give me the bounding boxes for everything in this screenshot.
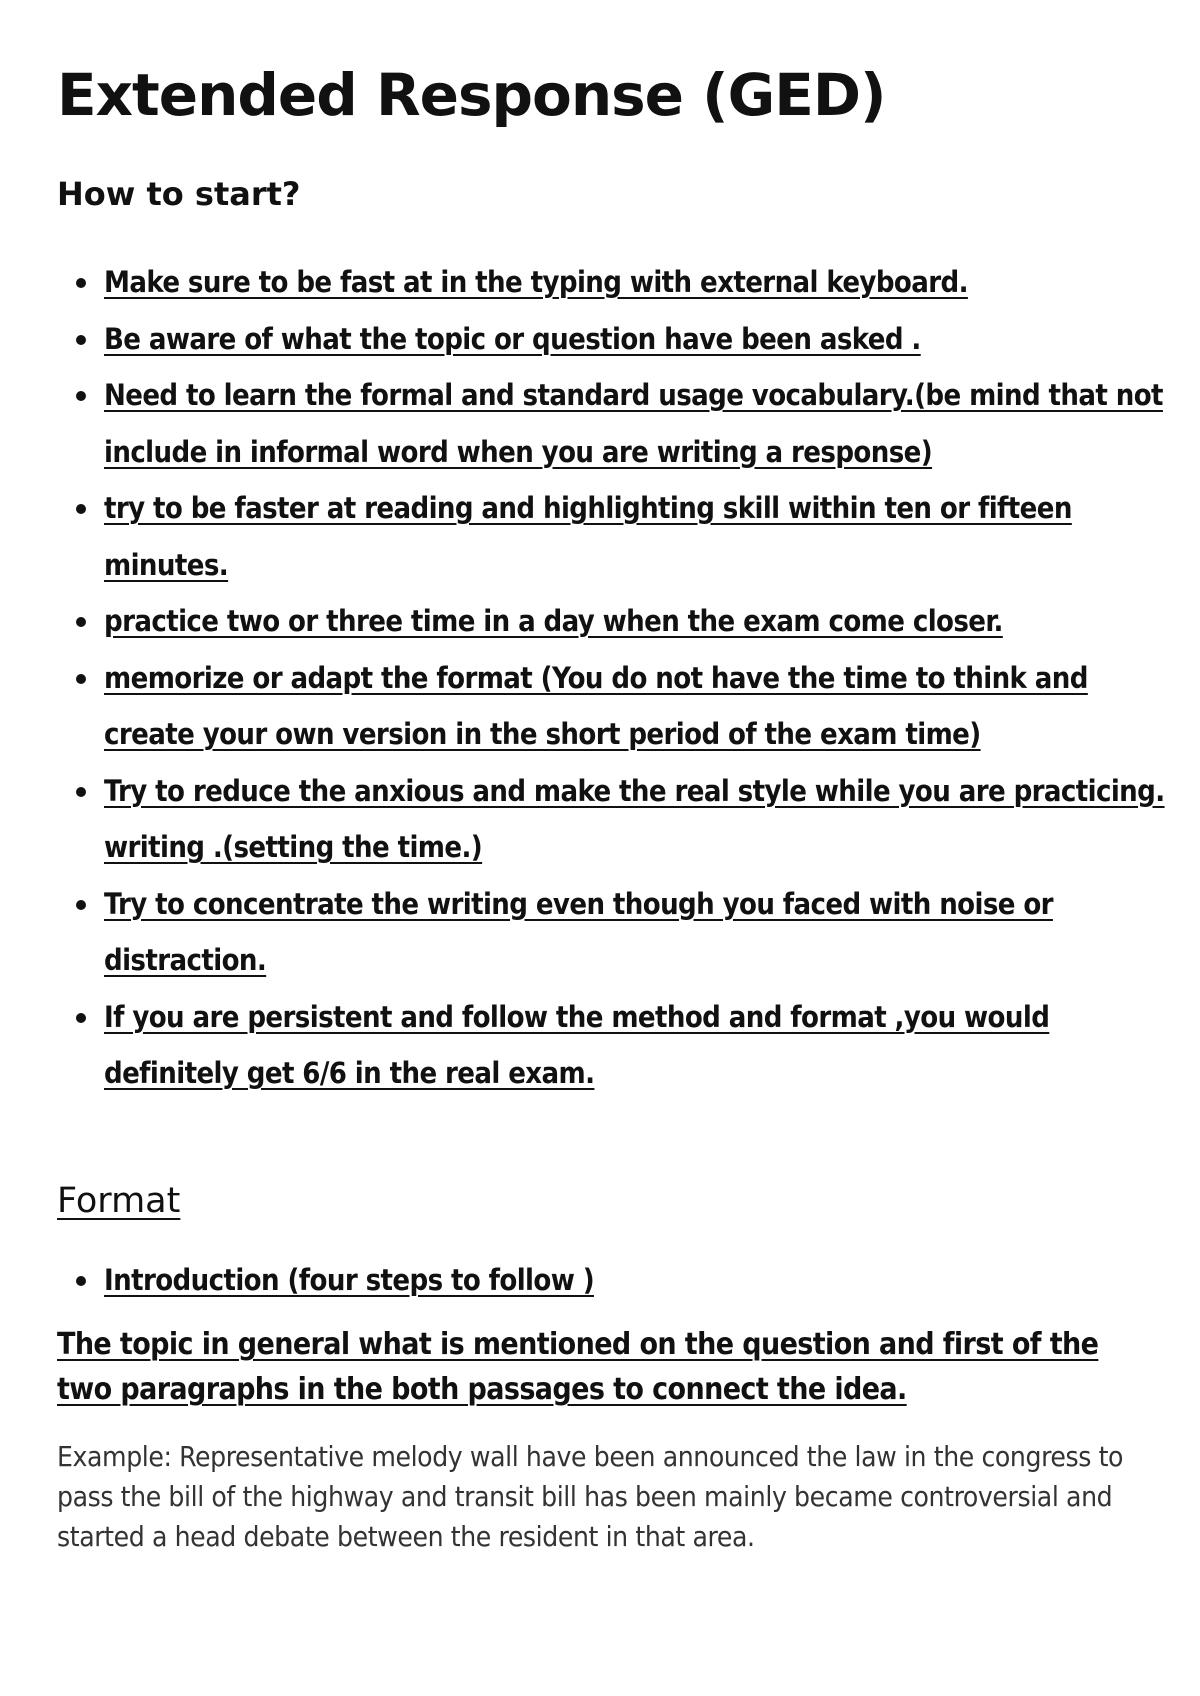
list-item-text: Make sure to be fast at in the typing with external keyboard. — [104, 265, 968, 299]
list-item — [0, 989, 1174, 1102]
list-item-text: memorize or adapt the format (You do not have the time to think and create your own version in the short period of the exam time) — [104, 660, 1088, 751]
list-item — [0, 763, 1174, 876]
list-item-text: Try to concentrate the writing even though you faced with noise or distraction. — [104, 886, 1053, 977]
list-item-text: try to be faster at reading and highlighting skill within ten or fifteen minutes. — [104, 491, 1072, 582]
list-item-text: Need to learn the formal and standard usage vocabulary.(be mind that not include in informal word when you are writing a response) — [104, 378, 1163, 469]
list-item — [0, 593, 1174, 650]
list-item — [0, 480, 1174, 593]
topic-paragraph: The topic in general what is mentioned on the question and first of the two paragraphs in the both passages to connect the idea. — [57, 1327, 1099, 1407]
list-item-text: Try to reduce the anxious and make the real style while you are practicing. writing .(setting the time.) — [104, 773, 1165, 864]
list-item — [0, 1252, 1174, 1309]
list-item — [0, 367, 1174, 480]
tips-list — [0, 254, 1200, 1102]
example-paragraph: Example: Representative melody wall have been announced the law in the congress to pass the bill of the highway and transit bill has been mainly became controversial and started a head debate between the resident in that area. — [57, 1440, 1124, 1553]
list-item-text: Introduction (four steps to follow ) — [104, 1263, 595, 1297]
list-item-text: If you are persistent and follow the method and format ,you would definitely get 6/6 in the real exam. — [104, 999, 1050, 1090]
list-item — [0, 650, 1174, 763]
page-title: Extended Response (GED) — [57, 61, 886, 129]
list-item — [0, 876, 1174, 989]
format-list — [0, 1252, 1200, 1309]
list-item-text: practice two or three time in a day when the exam come closer. — [104, 604, 1003, 638]
list-item — [0, 311, 1174, 368]
format-heading: Format — [57, 1181, 181, 1221]
list-item-text: Be aware of what the topic or question have been asked . — [104, 321, 921, 356]
list-item — [0, 254, 1174, 311]
section-subtitle: How to start? — [57, 175, 301, 213]
